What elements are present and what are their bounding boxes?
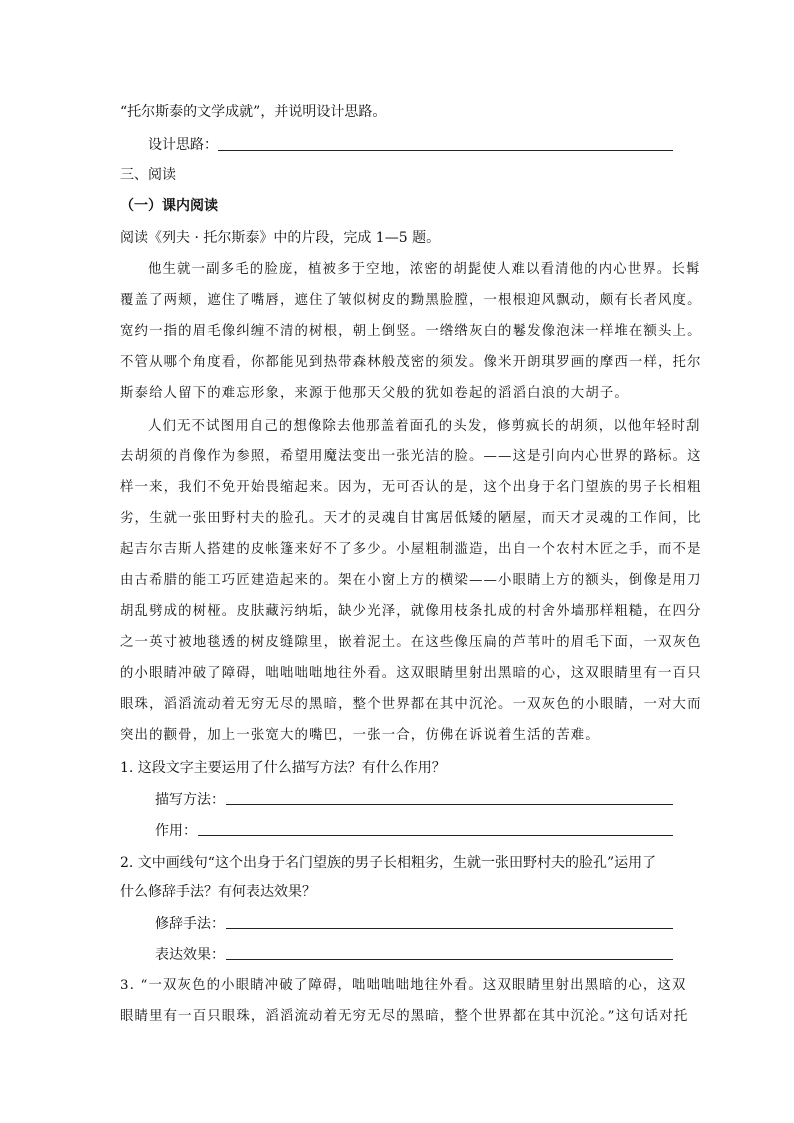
- question-1-method-answer-line[interactable]: [226, 804, 673, 805]
- passage-line: 去胡须的肖像作为参照，希望用魔法变出一张光洁的脸。——这是引向内心世界的路标。这: [120, 449, 702, 464]
- question-2-label-rhetoric: 修辞手法：: [155, 916, 225, 932]
- passage-line: 突出的颧骨，加上一张宽大的嘴巴，一张一合，仿佛在诉说着生活的苦难。: [120, 728, 600, 743]
- question-2-stem-1: 2. 文中画线句“这个出身于名门望族的男子长相粗劣，生就一张田野村夫的脸孔”运用了: [120, 855, 657, 871]
- design-answer-line[interactable]: [218, 150, 673, 151]
- question-2-effect-answer-line[interactable]: [226, 959, 673, 960]
- design-label: 设计思路：: [148, 137, 218, 153]
- question-2-stem-2: 什么修辞手法？有何表达效果？: [120, 884, 316, 900]
- question-1-label-method: 描写方法：: [155, 792, 225, 808]
- question-3-line-2: 眼睛里有一百只眼珠，滔滔流动着无穷无尽的黑暗，整个世界都在其中沉沦。”这句话对托: [120, 1009, 689, 1024]
- passage-line: 他生就一副多毛的脸庞，植被多于空地，浓密的胡髭使人难以看清他的内心世界。长髯: [148, 262, 701, 277]
- passage-line: 由古希腊的能工巧匠建造起来的。架在小窗上方的横梁——小眼睛上方的额头，倒像是用刀: [120, 573, 702, 588]
- question-1-stem: 1. 这段文字主要运用了什么描写方法？有什么作用？: [120, 760, 446, 776]
- passage-line: 样一来，我们不免开始畏缩起来。因为，无可否认的是，这个出身于名门望族的男子长相粗: [120, 480, 702, 495]
- passage-line: 宽约一指的眉毛像纠缠不清的树根，朝上倒竖。一绺绺灰白的鬈发像泡沫一样堆在额头上。: [120, 324, 702, 339]
- question-2-rhetoric-answer-line[interactable]: [226, 928, 673, 929]
- passage-line: 起吉尔吉斯人搭建的皮帐篷来好不了多少。小屋粗制滥造，出自一个农村木匠之手，而不是: [120, 542, 702, 557]
- passage-line: 覆盖了两颊，遮住了嘴唇，遮住了皱似树皮的黝黑脸膛，一根根迎风飘动，颇有长者风度。: [120, 293, 702, 308]
- instruction-text: 阅读《列夫 · 托尔斯泰》中的片段，完成 1—5 题。: [120, 230, 441, 246]
- section-title: 三、阅读: [120, 167, 176, 183]
- passage-line: 人们无不试图用自己的想像除去他那盖着面孔的头发，修剪疯长的胡须，以他年轻时刮: [148, 419, 701, 434]
- passage-line: 不管从哪个角度看，你都能见到热带森林般茂密的须发。像米开朗琪罗画的摩西一样，托尔: [120, 355, 702, 370]
- question-3-line-1: 3. “一双灰色的小眼睛冲破了障碍，咄咄咄咄地往外看。这双眼睛里射出黑暗的心，这双: [120, 978, 687, 993]
- passage-line: 劣，生就一张田野村夫的脸孔。天才的灵魂自甘寓居低矮的陋屋，而天才灵魂的工作间，比: [120, 511, 702, 526]
- passage-line: 的小眼睛冲破了障碍，咄咄咄咄地往外看。这双眼睛里射出黑暗的心，这双眼睛里有一百只: [120, 666, 702, 681]
- question-1-effect-answer-line[interactable]: [198, 835, 673, 836]
- header-fragment: “托尔斯泰的文学成就”，并说明设计思路。: [120, 104, 387, 120]
- passage-line: 之一英寸被地毯透的树皮缝隙里，嵌着泥土。在这些像压扁的芦苇叶的眉毛下面，一双灰色: [120, 635, 702, 650]
- question-2-label-effect: 表达效果：: [155, 947, 225, 963]
- passage-line: 眼珠，滔滔流动着无穷无尽的黑暗，整个世界都在其中沉沦。一双灰色的小眼睛，一对大而: [120, 697, 702, 712]
- subsection-title: （一）课内阅读: [120, 198, 218, 214]
- passage-line: 斯泰给人留下的难忘形象，来源于他那天父般的犹如卷起的滔滔白浪的大胡子。: [120, 386, 629, 401]
- question-1-label-effect: 作用：: [155, 823, 197, 839]
- passage-line: 胡乱劈成的树桠。皮肤藏污纳垢，缺少光泽，就像用枝条扎成的村舍外墙那样粗糙，在四分: [120, 604, 702, 619]
